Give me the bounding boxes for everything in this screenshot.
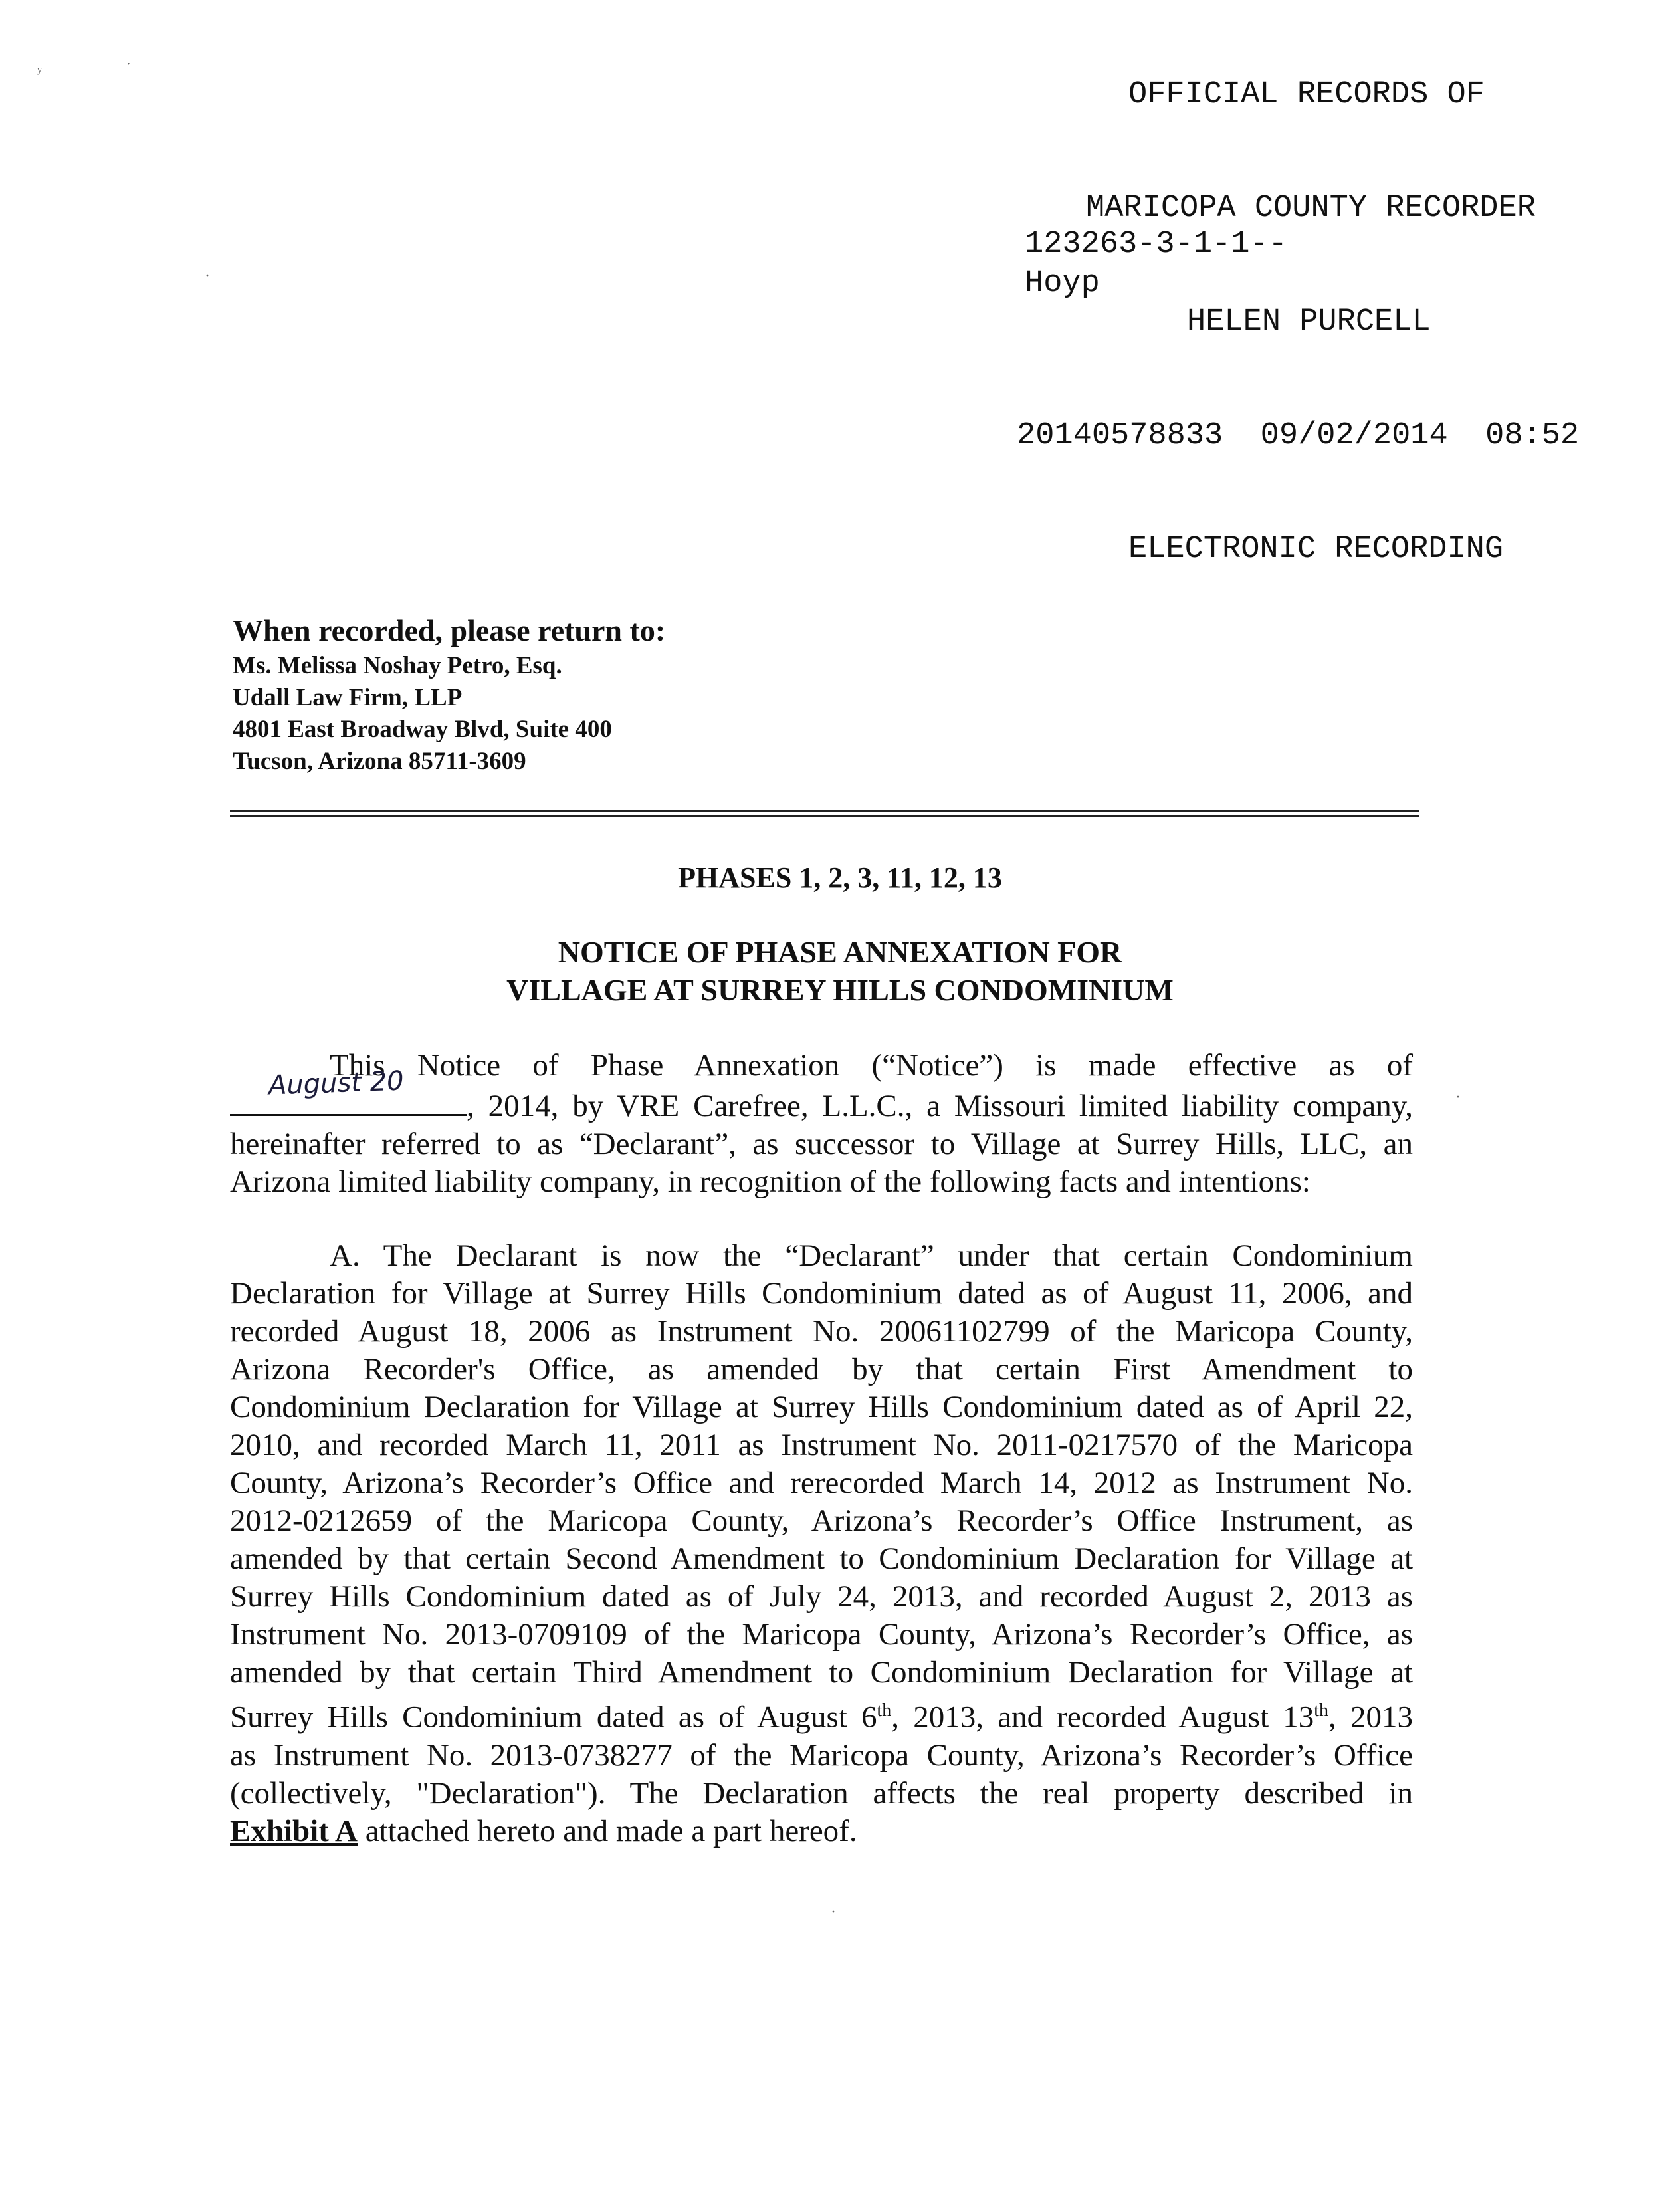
stamp-reference [1025, 225, 1287, 303]
document-title: VILLAGE AT SURREY HILLS CONDOMINIUM [506, 973, 1174, 1007]
paragraph-line: A. The Declarant is now the “Declarant” under that certain Condominium [330, 1238, 1413, 1273]
return-heading: When recorded, please return to: [233, 613, 666, 647]
paragraph-line [230, 1813, 1413, 1850]
paragraph-line: amended by that certain Second Amendment to Condominium Declaration for Village at [230, 1541, 1413, 1576]
handwritten-date: August 20 [268, 1065, 405, 1101]
return-address-block [233, 611, 665, 778]
paragraph-line: Arizona limited liability company, in recognition of the following facts and intentions: [230, 1164, 1311, 1199]
reference-code: Hoyp [1025, 266, 1100, 301]
paragraph-line: recorded August 18, 2006 as Instrument No. 20061102799 of the Maricopa County, [230, 1314, 1413, 1349]
paragraph-text: , 2013, and recorded August 13 [891, 1700, 1314, 1735]
document-title: NOTICE OF PHASE ANNEXATION FOR [558, 935, 1122, 969]
paragraph-line: as Instrument No. 2013-0738277 of the Maricopa County, Arizona’s Recorder’s Office [230, 1737, 1413, 1773]
stamp-line: MARICOPA COUNTY RECORDER [1086, 191, 1536, 226]
paragraph-line: Arizona Recorder's Office, as amended by that certain First Amendment to [230, 1352, 1413, 1386]
return-address-line: Ms. Melissa Noshay Petro, Esq. [233, 652, 562, 679]
paragraph-line: Instrument No. 2013-0709109 of the Maricopa County, Arizona’s Recorder’s Office, as [230, 1617, 1413, 1652]
paragraph-line: 2010, and recorded March 11, 2011 as Instrument No. 2011-0217570 of the Maricopa [230, 1428, 1413, 1462]
paragraph-text: attached hereto and made a part hereof. [358, 1813, 857, 1848]
scan-mark: · [1455, 1089, 1461, 1106]
stamp-recording-number: 20140578833 09/02/2014 08:52 [1017, 418, 1580, 453]
recital-a-paragraph [230, 1237, 1413, 1850]
scan-mark: · [205, 267, 210, 284]
paragraph-text: Surrey Hills Condominium dated as of August 6 [230, 1700, 877, 1735]
paragraph-line: amended by that certain Third Amendment to Condominium Declaration for Village at [230, 1655, 1413, 1690]
return-address-line: Udall Law Firm, LLP [233, 684, 463, 711]
divider-rule [230, 815, 1419, 817]
scan-mark: ʸ [37, 64, 43, 81]
paragraph-text: , 2013 [1328, 1700, 1414, 1735]
exhibit-a-link[interactable]: Exhibit A [230, 1813, 358, 1848]
paragraph-line: This Notice of Phase Annexation (“Notice”) is made effective as of [330, 1048, 1413, 1083]
scan-mark: · [831, 1904, 836, 1921]
return-address-line: 4801 East Broadway Blvd, Suite 400 [233, 716, 612, 743]
phases-heading: PHASES 1, 2, 3, 11, 12, 13 [678, 861, 1002, 894]
intro-paragraph [230, 1047, 1413, 1201]
stamp-line: ELECTRONIC RECORDING [1128, 532, 1504, 567]
paragraph-line: Declaration for Village at Surrey Hills Condominium dated as of August 11, 2006, and [230, 1276, 1413, 1311]
paragraph-line: County, Arizona’s Recorder’s Office and rerecorded March 14, 2012 as Instrument No. [230, 1466, 1413, 1500]
reference-number: 123263-3-1-1-- [1025, 227, 1287, 262]
ordinal-suffix: th [877, 1700, 892, 1721]
paragraph-line: Surrey Hills Condominium dated as of July 24, 2013, and recorded August 2, 2013 as [230, 1579, 1413, 1614]
paragraph-line: 2012-0212659 of the Maricopa County, Arizona’s Recorder’s Office Instrument, as [230, 1503, 1413, 1538]
divider-rule [230, 810, 1419, 812]
paragraph-line: hereinafter referred to as “Declarant”, as successor to Village at Surrey Hills, LLC, an [230, 1127, 1413, 1161]
scan-mark: ˑ [126, 57, 131, 74]
recording-stamp [1017, 0, 1668, 606]
return-address-line: Tucson, Arizona 85711-3609 [233, 748, 526, 775]
stamp-line: HELEN PURCELL [1187, 304, 1431, 340]
paragraph-text: , 2014, by VRE Carefree, L.L.C., a Missouri limited liability company, [467, 1089, 1413, 1123]
paragraph-line: Condominium Declaration for Village at Surrey Hills Condominium dated as of April 22, [230, 1390, 1413, 1424]
paragraph-line [230, 1692, 1413, 1737]
date-blank [230, 1065, 467, 1116]
paragraph-line: (collectively, "Declaration"). The Declaration affects the real property described in [230, 1775, 1413, 1811]
ordinal-suffix: th [1314, 1700, 1329, 1721]
stamp-line: OFFICIAL RECORDS OF [1128, 77, 1485, 112]
